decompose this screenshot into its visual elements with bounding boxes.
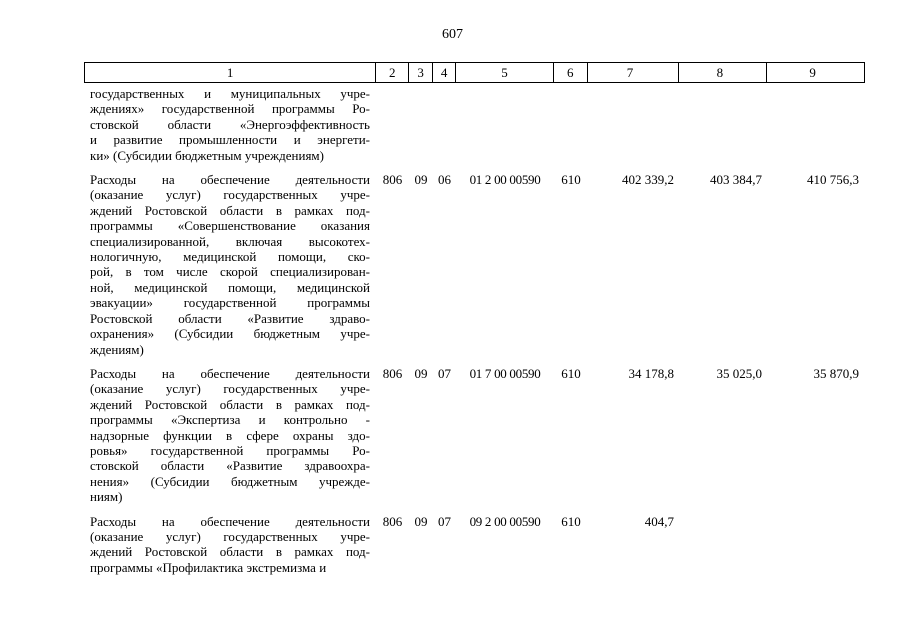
amount-year3-cell: 35 870,9 [813, 365, 859, 381]
ministry-code-cell: 806 [382, 172, 403, 188]
section-cell: 09 [414, 365, 428, 381]
row-gap [84, 357, 865, 366]
description-line: эвакуации» государственной программы [90, 295, 370, 311]
description-line: охранения» (Субсидии бюджетным учре- [90, 326, 370, 342]
description-line: Расходы на обеспечение деятельности [90, 365, 370, 381]
amount-year2-cell: 35 025,0 [716, 365, 762, 381]
header-cell-5: 5 [456, 63, 554, 82]
header-cell-6: 6 [554, 63, 588, 82]
row-gap [84, 163, 865, 172]
description-line: ной, медицинской помощи, медицинской [90, 279, 370, 295]
description-cell [84, 172, 376, 357]
expense-type-cell: 610 [561, 513, 581, 529]
expense-type-cell [554, 86, 588, 163]
expense-type-cell: 610 [561, 172, 581, 188]
description-line: ниям) [90, 489, 123, 505]
description-line: ждений Ростовской области в рамках под- [90, 202, 370, 218]
amount-year2-cell [680, 514, 768, 576]
description-cell [84, 86, 376, 163]
table-header [84, 62, 865, 83]
table-body [84, 86, 865, 575]
amount-year2-cell [680, 86, 768, 163]
description-line: программы «Экспертиза и контрольно - [90, 412, 370, 428]
amount-year1-cell: 402 339,2 [622, 172, 674, 188]
description-line: (оказание услуг) государственных учре- [90, 187, 370, 203]
amount-year2-cell: 403 384,7 [710, 172, 762, 188]
amount-year1-cell: 404,7 [644, 513, 674, 529]
target-article-cell: 01 7 00 00590 [469, 365, 541, 381]
amount-year3-cell [768, 86, 865, 163]
description-line: (оказание услуг) государственных учре- [90, 381, 370, 397]
description-line: Расходы на обеспечение деятельности [90, 513, 370, 529]
header-cell-4: 4 [433, 63, 456, 82]
description-line: нения» (Субсидии бюджетным учрежде- [90, 473, 370, 489]
table-row [84, 86, 865, 163]
header-cell-3: 3 [409, 63, 433, 82]
description-line: ки» (Субсидии бюджетным учреждениям) [90, 147, 324, 163]
ministry-code-cell: 806 [382, 513, 403, 529]
target-article-cell [456, 86, 554, 163]
header-cell-2: 2 [376, 63, 409, 82]
description-line: ждений Ростовской области в рамках под- [90, 544, 370, 560]
amount-year3-cell: 410 756,3 [807, 172, 859, 188]
description-line: государственных и муниципальных учре- [90, 86, 370, 101]
ministry-code-cell [376, 86, 409, 163]
description-line: стовской области «Энергоэффективность [90, 116, 370, 132]
section-cell: 09 [414, 513, 428, 529]
section-cell [409, 86, 433, 163]
section-cell: 09 [414, 172, 428, 188]
description-line: стовской области «Развитие здравоохра- [90, 458, 370, 474]
row-gap [84, 505, 865, 514]
header-cell-7: 7 [588, 63, 680, 82]
table-row [84, 514, 865, 576]
table-row [84, 366, 865, 505]
ministry-code-cell: 806 [382, 365, 403, 381]
description-line: Расходы на обеспечение деятельности [90, 172, 370, 188]
description-line: ждениях» государственной программы Ро- [90, 101, 370, 117]
description-line: программы «Совершенствование оказания [90, 218, 370, 234]
page-number: 607 [442, 27, 463, 42]
description-cell [84, 514, 376, 576]
description-line: Ростовской области «Развитие здраво- [90, 310, 370, 326]
description-line: ждениям) [90, 341, 144, 357]
description-line: (оказание услуг) государственных учре- [90, 528, 370, 544]
description-line: программы «Профилактика экстремизма и [90, 559, 327, 575]
description-line: рой, в том числе скорой специализирован- [90, 264, 370, 280]
amount-year1-cell: 34 178,8 [628, 365, 674, 381]
subsection-cell [433, 86, 456, 163]
description-line: специализированной, включая высокотех- [90, 233, 370, 249]
header-cell-9: 9 [809, 65, 816, 80]
table-row [84, 172, 865, 357]
description-line: надзорные функции в сфере охраны здо- [90, 427, 370, 443]
description-line: и развитие промышленности и энергети- [90, 132, 370, 148]
expense-type-cell: 610 [561, 365, 581, 381]
subsection-cell: 07 [438, 513, 451, 529]
description-line: ждений Ростовской области в рамках под- [90, 396, 370, 412]
description-line: ровья» государственной программы Ро- [90, 442, 370, 458]
subsection-cell: 06 [438, 172, 451, 188]
subsection-cell: 07 [438, 365, 451, 381]
amount-year1-cell [588, 86, 680, 163]
amount-year3-cell [768, 514, 865, 576]
header-cell-8: 8 [679, 63, 767, 82]
target-article-cell: 01 2 00 00590 [469, 172, 541, 188]
description-cell [84, 366, 376, 505]
header-cell-1: 1 [85, 63, 376, 82]
description-line: нологичную, медицинской помощи, ско- [90, 249, 370, 265]
target-article-cell: 09 2 00 00590 [469, 513, 541, 529]
